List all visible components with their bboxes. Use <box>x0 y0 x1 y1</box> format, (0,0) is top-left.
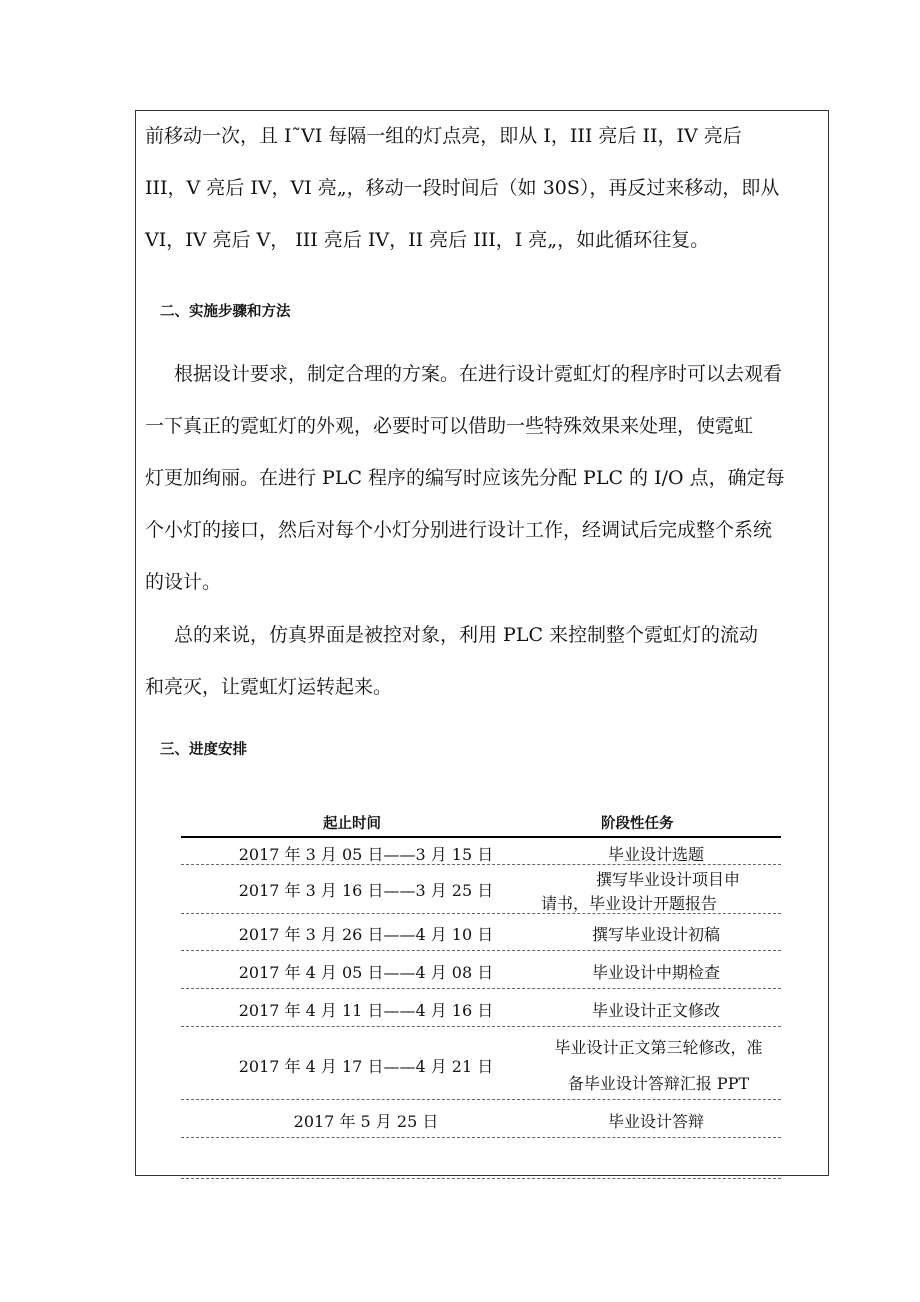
text-line: VI，IV 亮后 V， III 亮后 IV，II 亮后 III，I 亮„，如此循环往复。 <box>145 229 710 251</box>
table-row <box>181 865 781 914</box>
section-heading-schedule: 三、进度安排 <box>160 742 247 758</box>
date-cell: 2017 年 5 月 25 日 <box>293 1112 439 1131</box>
text-line: 前移动一次，且 I˜VI 每隔一组的灯点亮，即从 I，III 亮后 II，IV 亮后 <box>145 125 742 147</box>
summary-paragraph <box>145 609 825 713</box>
section-heading-methods: 二、实施步骤和方法 <box>160 304 291 320</box>
text-line: 根据设计要求，制定合理的方案。在进行设计霓虹灯的程序时可以去观看 <box>174 363 783 385</box>
date-cell: 2017 年 3 月 05 日——3 月 15 日 <box>238 845 494 864</box>
text-line: III，V 亮后 IV，VI 亮„，移动一段时间后（如 30S），再反过来移动，即从 <box>145 177 780 199</box>
text-line: 和亮灭，让霓虹灯运转起来。 <box>145 676 393 698</box>
text-line: 灯更加绚丽。在进行 PLC 程序的编写时应该先分配 PLC 的 I/O 点，确定每 <box>145 467 785 489</box>
task-cell-line2: 备毕业设计答辩汇报 PPT <box>567 1074 750 1093</box>
task-cell-line1: 撰写毕业设计项目申 <box>596 870 741 889</box>
task-cell-line1: 毕业设计正文第三轮修改，准 <box>554 1038 763 1057</box>
schedule-table <box>181 804 781 1179</box>
task-cell: 毕业设计选题 <box>607 845 704 864</box>
task-cell-line2: 请书，毕业设计开题报告 <box>541 894 718 913</box>
text-line: 个小灯的接口，然后对每个小灯分别进行设计工作，经调试后完成整个系统 <box>145 519 773 541</box>
table-row <box>181 1100 781 1138</box>
table-row <box>181 989 781 1027</box>
date-cell: 2017 年 4 月 05 日——4 月 08 日 <box>238 963 494 982</box>
task-cell: 毕业设计中期检查 <box>591 963 720 982</box>
intro-paragraph <box>145 110 825 266</box>
table-row <box>181 951 781 989</box>
table-header <box>181 804 781 838</box>
task-cell: 毕业设计答辩 <box>607 1112 704 1131</box>
methods-paragraph <box>145 348 825 608</box>
date-cell: 2017 年 4 月 17 日——4 月 21 日 <box>238 1057 494 1076</box>
table-row <box>181 1027 781 1100</box>
text-line: 一下真正的霓虹灯的外观，必要时可以借助一些特殊效果来处理，使霓虹 <box>145 415 754 437</box>
task-cell: 撰写毕业设计初稿 <box>591 925 720 944</box>
date-cell: 2017 年 4 月 11 日——4 月 16 日 <box>238 1001 494 1020</box>
task-cell: 毕业设计正文修改 <box>591 1001 720 1020</box>
table-row-empty <box>181 1138 781 1179</box>
table-row <box>181 914 781 951</box>
date-cell: 2017 年 3 月 16 日——3 月 25 日 <box>238 881 494 900</box>
text-line: 总的来说，仿真界面是被控对象，利用 PLC 来控制整个霓虹灯的流动 <box>174 624 759 646</box>
text-line: 的设计。 <box>145 571 222 593</box>
date-cell: 2017 年 3 月 26 日——4 月 10 日 <box>238 925 494 944</box>
column-header-task: 阶段性任务 <box>601 816 674 832</box>
table-row <box>181 838 781 865</box>
column-header-time: 起止时间 <box>323 816 381 832</box>
